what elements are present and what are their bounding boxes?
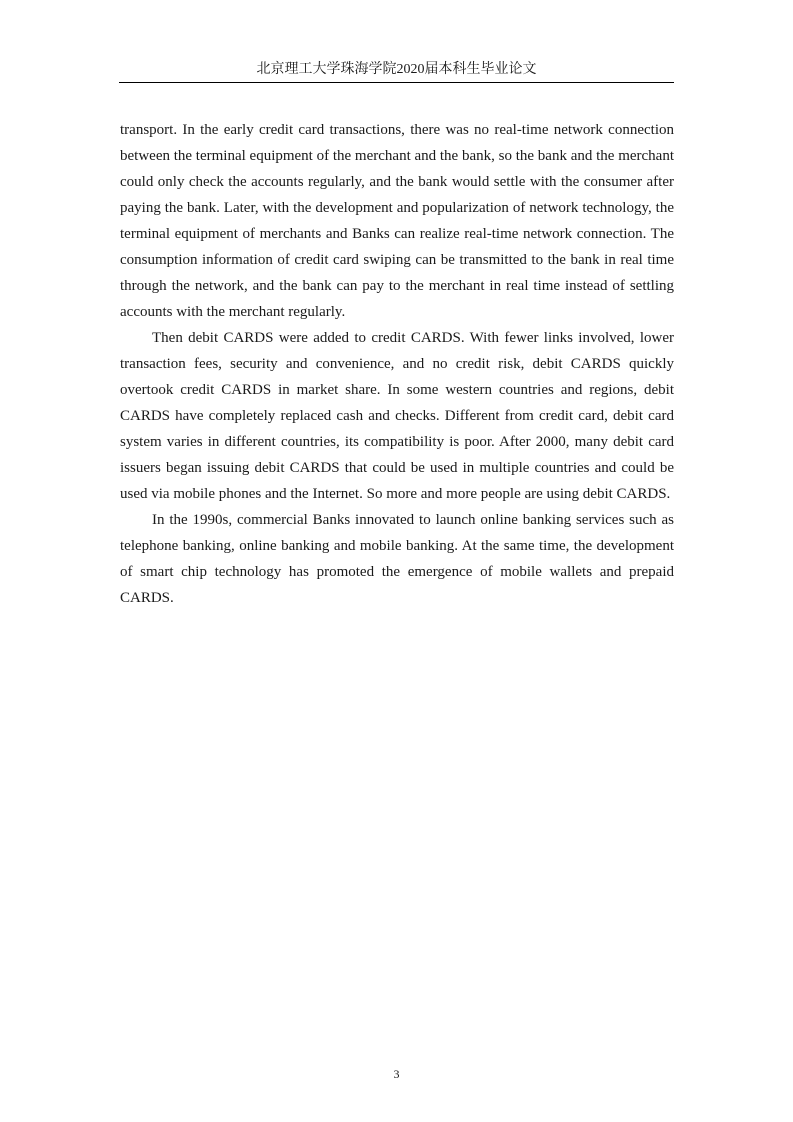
- body-text: [120, 117, 674, 611]
- paragraph: transport. In the early credit card transactions, there was no real-time network connection between the terminal equipment of the merchant and the bank, so the bank and the merchant could only check the accounts regularly, and the bank would settle with the consumer after paying the bank. Later, with the development and popularization of network technology, the terminal equipment of merchants and Banks can realize real-time network connection. The consumption information of credit card swiping can be transmitted to the bank in real time through the network, and the bank can pay to the merchant in real time instead of settling accounts with the merchant regularly.: [120, 122, 674, 320]
- page-header: [119, 58, 674, 83]
- paragraph: In the 1990s, commercial Banks innovated to launch online banking services such as telephone banking, online banking and mobile banking. At the same time, the development of smart chip technology has promoted the emergence of mobile wallets and prepaid CARDS.: [120, 512, 674, 606]
- page-number: 3: [393, 1067, 400, 1081]
- header-title: 北京理工大学珠海学院2020届本科生毕业论文: [256, 62, 537, 77]
- paragraph: Then debit CARDS were added to credit CARDS. With fewer links involved, lower transaction fees, security and convenience, and no credit risk, debit CARDS quickly overtook credit CARDS in market share. In some western countries and regions, debit CARDS have completely replaced cash and checks. Different from credit card, debit card system varies in different countries, its compatibility is poor. After 2000, many debit card issuers began issuing debit CARDS that could be used in multiple countries and could be used via mobile phones and the Internet. So more and more people are using debit CARDS.: [120, 330, 674, 502]
